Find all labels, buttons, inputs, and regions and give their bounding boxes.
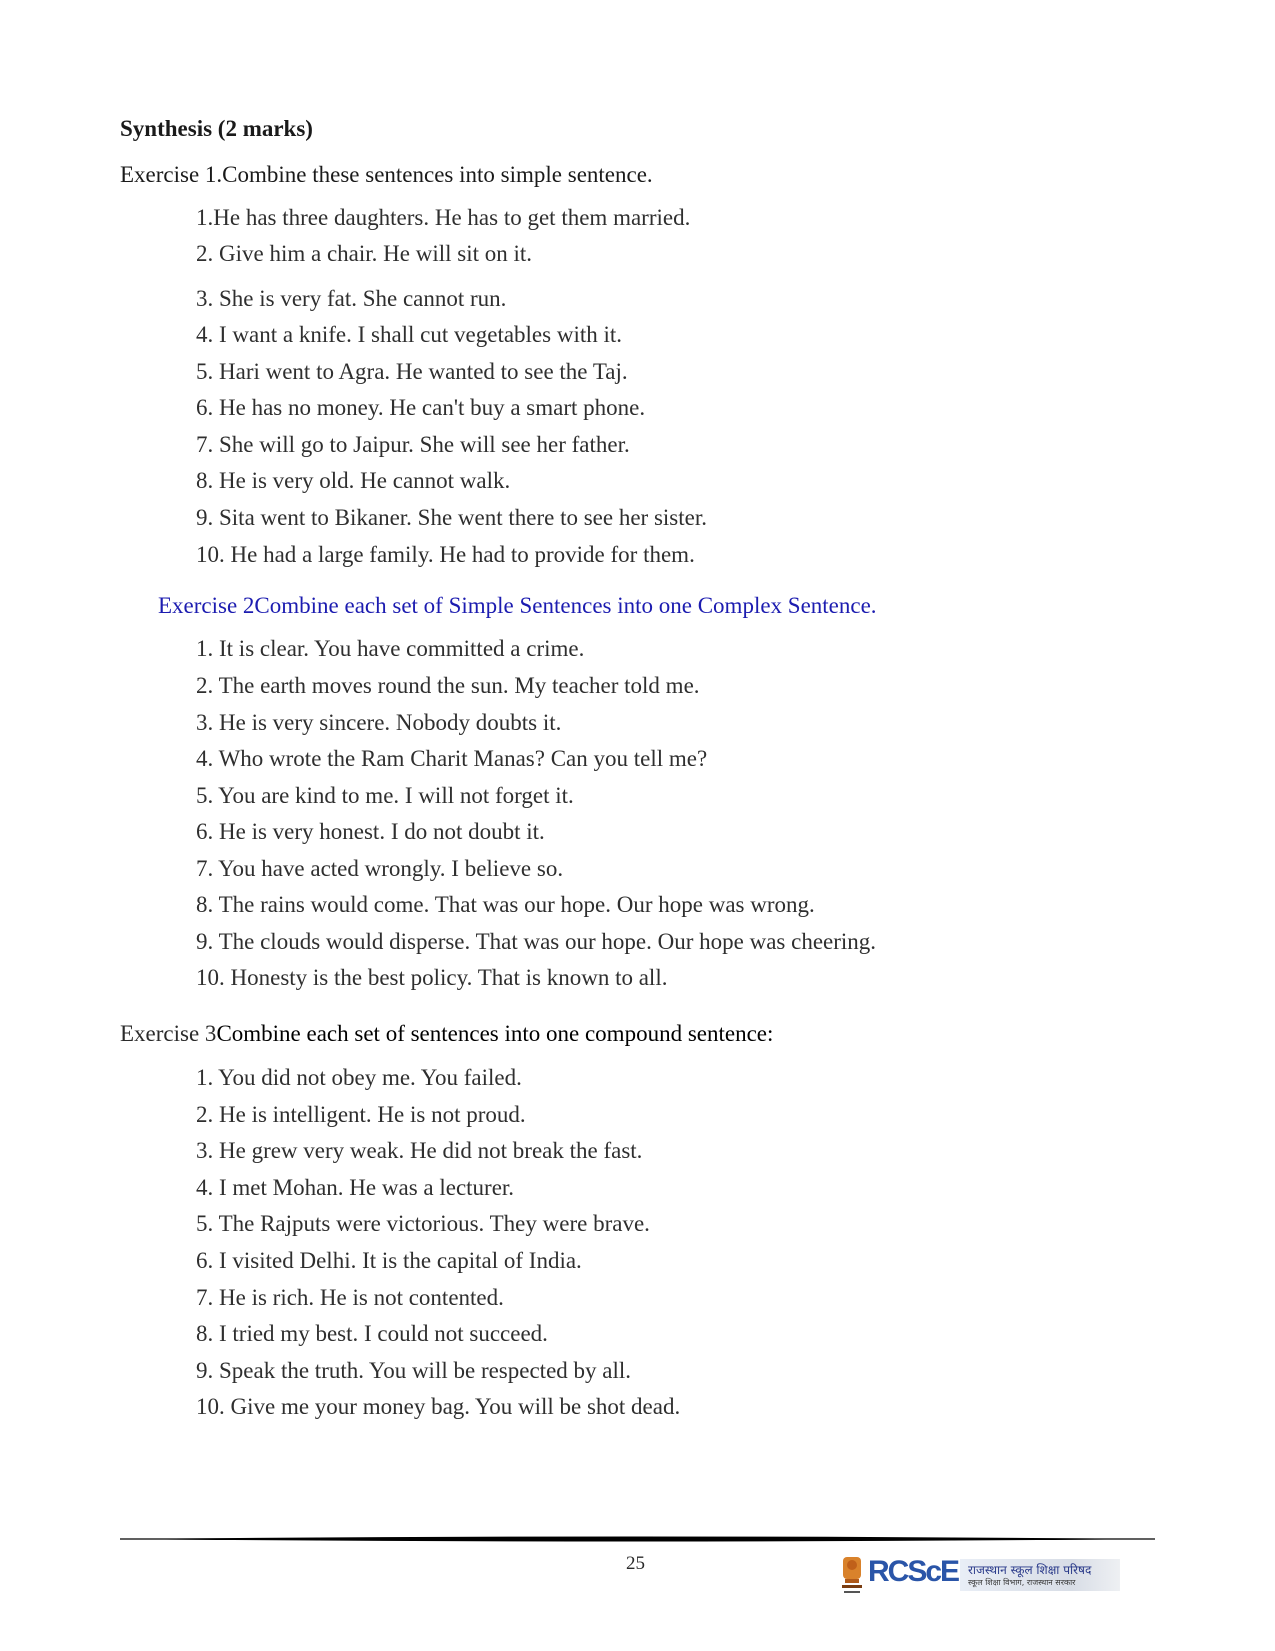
exercise-3-item-10: 10. Give me your money bag. You will be shot dead.: [196, 1394, 681, 1419]
exercise-1-item-1: 1.He has three daughters. He has to get them married.: [196, 205, 691, 230]
exercise-3-item-3: 3. He grew very weak. He did not break the fast.: [196, 1138, 643, 1163]
exercise-3-item-2: 2. He is intelligent. He is not proud.: [196, 1102, 526, 1127]
exercise-3-item-6: 6. I visited Delhi. It is the capital of India.: [196, 1248, 582, 1273]
exercise-2-item-5: 5. You are kind to me. I will not forget it.: [196, 783, 574, 808]
exercise-2-item-4: 4. Who wrote the Ram Charit Manas? Can you tell me?: [196, 746, 708, 771]
exercise-1-item-7: 7. She will go to Jaipur. She will see her father.: [196, 432, 630, 457]
exercise-2-item-6: 6. He is very honest. I do not doubt it.: [196, 819, 545, 844]
exercise-3-item-5: 5. The Rajputs were victorious. They were brave.: [196, 1211, 650, 1236]
rcsce-logo: [840, 1555, 1120, 1597]
exercise-1-item-9: 9. Sita went to Bikaner. She went there to see her sister.: [196, 505, 707, 530]
logo-hindi-band: [960, 1559, 1120, 1591]
page-number: 25: [626, 1553, 645, 1574]
exercise-1-item-5: 5. Hari went to Agra. He wanted to see the Taj.: [196, 359, 628, 384]
page-title: Synthesis (2 marks): [120, 116, 313, 141]
exercise-1-item-2: 2. Give him a chair. He will sit on it.: [196, 241, 533, 266]
footer-divider: [120, 1534, 1155, 1544]
exercise-3-item-9: 9. Speak the truth. You will be respected by all.: [196, 1358, 632, 1383]
exercise-2-item-8: 8. The rains would come. That was our hope. Our hope was wrong.: [196, 892, 815, 917]
exercise-2-item-3: 3. He is very sincere. Nobody doubts it.: [196, 710, 562, 735]
exercise-1-item-8: 8. He is very old. He cannot walk.: [196, 468, 511, 493]
logo-hindi-title: राजस्थान स्कूल शिक्षा परिषद: [968, 1563, 1092, 1577]
exercise-1-item-4: 4. I want a knife. I shall cut vegetables with it.: [196, 322, 623, 347]
exercise-3-heading-rest: Combine each set of sentences into one compound sentence:: [216, 1021, 774, 1046]
exercise-3-item-7: 7. He is rich. He is not contented.: [196, 1285, 504, 1310]
exercise-2-heading: Exercise 2Combine each set of Simple Sentences into one Complex Sentence.: [158, 593, 877, 618]
exercise-2-item-1: 1. It is clear. You have committed a crime.: [196, 636, 585, 661]
state-emblem-icon: [840, 1555, 864, 1599]
exercise-3-item-8: 8. I tried my best. I could not succeed.: [196, 1321, 548, 1346]
exercise-1-item-3: 3. She is very fat. She cannot run.: [196, 286, 507, 311]
exercise-3-heading-prefix: Exercise 3: [120, 1021, 217, 1046]
logo-wordmark: RCScE: [868, 1555, 959, 1588]
exercise-2-item-2: 2. The earth moves round the sun. My teacher told me.: [196, 673, 700, 698]
exercise-3-item-4: 4. I met Mohan. He was a lecturer.: [196, 1175, 515, 1200]
exercise-2-item-10: 10. Honesty is the best policy. That is known to all.: [196, 965, 668, 990]
exercise-3-item-1: 1. You did not obey me. You failed.: [196, 1065, 522, 1090]
exercise-1-item-10: 10. He had a large family. He had to provide for them.: [196, 542, 695, 567]
exercise-2-item-9: 9. The clouds would disperse. That was our hope. Our hope was cheering.: [196, 929, 877, 954]
exercise-1-heading: Exercise 1.Combine these sentences into simple sentence.: [120, 162, 653, 187]
exercise-2-item-7: 7. You have acted wrongly. I believe so.: [196, 856, 564, 881]
exercise-3-heading: [120, 1022, 773, 1045]
logo-hindi-subtitle: स्कूल शिक्षा विभाग, राजस्थान सरकार: [968, 1578, 1076, 1587]
exercise-1-item-6: 6. He has no money. He can't buy a smart phone.: [196, 395, 646, 420]
